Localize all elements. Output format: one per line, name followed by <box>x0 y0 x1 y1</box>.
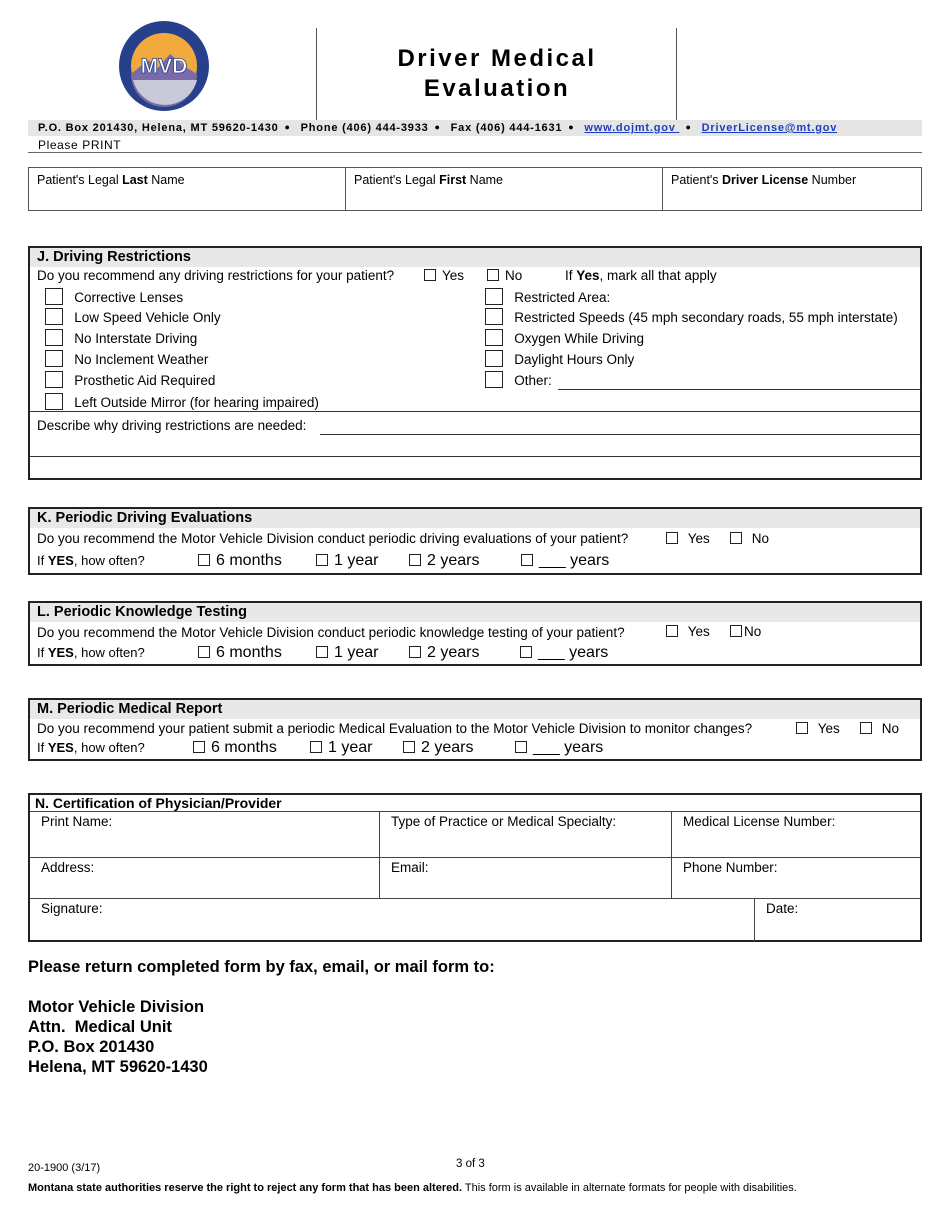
section-l-opt-1-year[interactable]: 1 year <box>316 644 378 662</box>
section-k-yes-option[interactable]: Yes <box>666 531 710 546</box>
mvd-logo <box>118 20 210 112</box>
checkbox[interactable] <box>409 554 421 566</box>
website-link[interactable]: www.dojmt.gov <box>584 122 680 134</box>
restriction-restricted-area[interactable]: Restricted Area: <box>485 288 610 305</box>
section-j-yes-checkbox[interactable] <box>424 269 436 281</box>
checkbox[interactable] <box>45 308 63 325</box>
section-m-opt-6-months[interactable]: 6 months <box>193 739 277 757</box>
checkbox[interactable] <box>198 646 210 658</box>
section-k-no-option[interactable]: No <box>730 531 769 546</box>
section-j-if-yes-note: If Yes, mark all that apply <box>565 268 717 283</box>
section-j-driving-restrictions <box>28 246 922 480</box>
section-m-how-often: If YES, how often? <box>37 740 145 755</box>
section-m-title: M. Periodic Medical Report <box>30 700 920 719</box>
date-field[interactable]: Date: <box>766 901 799 916</box>
email-link[interactable]: DriverLicense@mt.gov <box>701 122 838 134</box>
describe-restrictions-label: Describe why driving restrictions are needed: <box>37 418 307 433</box>
section-m-no-option[interactable]: No <box>860 721 899 736</box>
form-number: 20-1900 (3/17) <box>28 1162 101 1174</box>
section-l-opt-2-years[interactable]: 2 years <box>409 644 479 662</box>
restriction-daylight-hours[interactable]: Daylight Hours Only <box>485 350 634 367</box>
section-j-no-option[interactable]: No <box>487 268 522 283</box>
checkbox[interactable] <box>730 625 742 637</box>
section-m-yes-option[interactable]: Yes <box>796 721 840 736</box>
describe-input-line-2[interactable] <box>30 456 920 457</box>
checkbox[interactable] <box>45 371 63 388</box>
restriction-low-speed-vehicle[interactable]: Low Speed Vehicle Only <box>45 308 221 325</box>
describe-input-line[interactable] <box>320 434 920 435</box>
section-l-no-option[interactable]: No <box>730 624 761 639</box>
patient-first-name-field[interactable]: Patient's Legal First Name <box>346 168 663 210</box>
section-k-how-often: If YES, how often? <box>37 553 145 568</box>
mailing-address: Motor Vehicle Division Attn. Medical Unit P.O. Box 201430 Helena, MT 59620-1430 <box>28 998 208 1076</box>
section-k-opt-1-year[interactable]: 1 year <box>316 552 378 570</box>
patient-info-row <box>28 167 922 211</box>
address-field[interactable]: Address: <box>41 860 95 875</box>
practice-specialty-field[interactable]: Type of Practice or Medical Specialty: <box>391 814 617 829</box>
checkbox[interactable] <box>520 646 532 658</box>
section-l-question: Do you recommend the Motor Vehicle Division conduct periodic knowledge testing of your patient? <box>37 625 625 640</box>
footer-notice: Montana state authorities reserve the right to reject any form that has been altered. This form is available in alternate formats for people with disabilities. <box>28 1182 797 1194</box>
checkbox[interactable] <box>310 741 322 753</box>
restriction-corrective-lenses[interactable]: Corrective Lenses <box>45 288 183 305</box>
section-m-opt-custom-years[interactable]: ___ years <box>515 739 603 757</box>
checkbox[interactable] <box>485 329 503 346</box>
checkbox[interactable] <box>521 554 533 566</box>
section-j-no-checkbox[interactable] <box>487 269 499 281</box>
section-j-title: J. Driving Restrictions <box>30 248 920 267</box>
section-k-opt-custom-years[interactable]: ___ years <box>521 552 609 570</box>
restriction-no-interstate[interactable]: No Interstate Driving <box>45 329 197 346</box>
section-m-opt-2-years[interactable]: 2 years <box>403 739 473 757</box>
section-m-question: Do you recommend your patient submit a periodic Medical Evaluation to the Motor Vehicle Division to monitor changes? <box>37 721 753 736</box>
checkbox[interactable] <box>666 532 678 544</box>
checkbox[interactable] <box>45 329 63 346</box>
section-j-yes-option[interactable]: Yes <box>424 268 464 283</box>
divider <box>30 411 920 412</box>
header-rule <box>28 152 922 153</box>
section-k-opt-2-years[interactable]: 2 years <box>409 552 479 570</box>
restriction-prosthetic-aid[interactable]: Prosthetic Aid Required <box>45 371 215 388</box>
section-l-title: L. Periodic Knowledge Testing <box>30 603 920 622</box>
checkbox[interactable] <box>666 625 678 637</box>
section-l-opt-6-months[interactable]: 6 months <box>198 644 282 662</box>
print-name-field[interactable]: Print Name: <box>41 814 113 829</box>
section-m-medical-report <box>28 698 922 761</box>
section-n-title: N. Certification of Physician/Provider <box>30 795 920 812</box>
page-number: 3 of 3 <box>456 1158 485 1170</box>
section-n-certification <box>28 793 922 942</box>
checkbox[interactable] <box>316 554 328 566</box>
checkbox[interactable] <box>485 371 503 388</box>
checkbox[interactable] <box>730 532 742 544</box>
checkbox[interactable] <box>316 646 328 658</box>
section-l-knowledge-testing <box>28 601 922 666</box>
contact-bar: P.O. Box 201430, Helena, MT 59620-1430 ● Phone (406) 444-3933 ● Fax (406) 444-1631 ● www.dojmt.gov ● DriverLicense@mt.gov <box>28 120 922 136</box>
checkbox[interactable] <box>403 741 415 753</box>
svg-text:MVD: MVD <box>140 55 188 78</box>
medical-license-field[interactable]: Medical License Number: <box>683 814 836 829</box>
restriction-other[interactable]: Other: <box>485 371 552 388</box>
checkbox[interactable] <box>45 288 63 305</box>
phone-number-field[interactable]: Phone Number: <box>683 860 778 875</box>
restriction-no-inclement-weather[interactable]: No Inclement Weather <box>45 350 208 367</box>
section-k-opt-6-months[interactable]: 6 months <box>198 552 282 570</box>
section-l-how-often: If YES, how often? <box>37 645 145 660</box>
restriction-restricted-speeds[interactable]: Restricted Speeds (45 mph secondary roads, 55 mph interstate) <box>485 308 898 325</box>
header-divider-left <box>316 28 317 120</box>
section-l-yes-option[interactable]: Yes <box>666 624 710 639</box>
page-title: Driver Medical Evaluation <box>397 45 597 102</box>
section-k-question: Do you recommend the Motor Vehicle Division conduct periodic driving evaluations of your patient? <box>37 531 629 546</box>
section-j-question: Do you recommend any driving restrictions for your patient? <box>37 268 395 283</box>
signature-field[interactable]: Signature: <box>41 901 103 916</box>
section-k-driving-evaluations <box>28 507 922 575</box>
patient-last-name-field[interactable]: Patient's Legal Last Name <box>29 168 346 210</box>
email-field[interactable]: Email: <box>391 860 429 875</box>
section-m-opt-1-year[interactable]: 1 year <box>310 739 372 757</box>
checkbox[interactable] <box>485 288 503 305</box>
please-print: Please PRINT <box>38 138 122 152</box>
checkbox[interactable] <box>860 722 872 734</box>
return-instructions: Please return completed form by fax, email, or mail form to: <box>28 958 495 976</box>
section-l-opt-custom-years[interactable]: ___ years <box>520 644 608 662</box>
checkbox[interactable] <box>796 722 808 734</box>
checkbox[interactable] <box>409 646 421 658</box>
checkbox[interactable] <box>198 554 210 566</box>
checkbox[interactable] <box>193 741 205 753</box>
section-k-title: K. Periodic Driving Evaluations <box>30 509 920 528</box>
restriction-oxygen[interactable]: Oxygen While Driving <box>485 329 644 346</box>
checkbox[interactable] <box>45 393 63 410</box>
patient-license-number-field[interactable]: Patient's Driver License Number <box>671 173 857 187</box>
checkbox[interactable] <box>45 350 63 367</box>
header-divider-right <box>676 28 677 120</box>
checkbox[interactable] <box>515 741 527 753</box>
other-input-line[interactable] <box>558 389 922 390</box>
restriction-left-outside-mirror[interactable]: Left Outside Mirror (for hearing impaired) <box>45 393 319 410</box>
checkbox[interactable] <box>485 308 503 325</box>
checkbox[interactable] <box>485 350 503 367</box>
